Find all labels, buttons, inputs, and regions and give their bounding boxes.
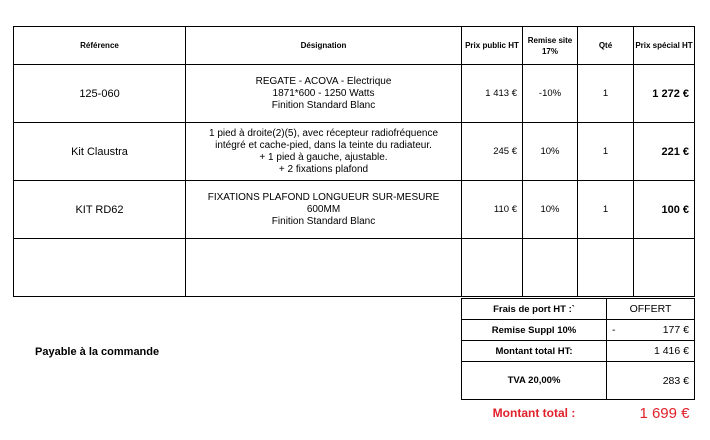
designation-line: + 2 fixations plafond <box>278 163 369 175</box>
cell-reference: KIT RD62 <box>14 181 186 239</box>
empty-cell <box>523 239 578 297</box>
header-remise-site: Remise site 17% <box>523 27 578 65</box>
designation-line: REGATE - ACOVA - Electrique <box>255 75 392 87</box>
discount-label: Remise Suppl 10% <box>462 320 607 341</box>
tva-label: TVA 20,00% <box>462 362 607 400</box>
designation-line: + 1 pied à gauche, ajustable. <box>259 151 388 163</box>
header-reference: Référence <box>14 27 186 65</box>
shipping-label: Frais de port HT :` <box>462 299 607 320</box>
quote-table <box>13 26 695 297</box>
cell-remise: 10% <box>523 181 578 239</box>
subtotal-label: Montant total HT: <box>462 341 607 362</box>
subtotal-value: 1 416 € <box>607 341 695 362</box>
tva-value: 283 € <box>607 362 695 400</box>
header-prix-special: Prix spécial HT <box>634 27 695 65</box>
table-row-empty <box>14 239 695 297</box>
empty-cell <box>578 239 634 297</box>
empty-cell <box>14 239 186 297</box>
cell-reference: Kit Claustra <box>14 123 186 181</box>
discount-sign: - <box>612 324 616 336</box>
totals-table <box>461 298 695 426</box>
table-row <box>14 65 695 123</box>
cell-qte: 1 <box>578 65 634 123</box>
header-designation: Désignation <box>186 27 462 65</box>
discount-row <box>462 320 695 341</box>
cell-qte: 1 <box>578 123 634 181</box>
shipping-value: OFFERT <box>607 299 695 320</box>
payment-note: Payable à la commande <box>35 346 160 358</box>
designation-line: 1 pied à droite(2)(5), avec récepteur radiofréquence <box>208 127 439 139</box>
grand-total-value: 1 699 € <box>639 404 690 422</box>
designation-line: Finition Standard Blanc <box>271 99 376 111</box>
header-qte: Qté <box>578 27 634 65</box>
empty-cell <box>634 239 695 297</box>
designation-line: intégré et cache-pied, dans la teinte du radiateur. <box>215 139 432 151</box>
tva-row <box>462 362 695 400</box>
designation-line: Finition Standard Blanc <box>271 215 376 227</box>
discount-value: 177 € <box>662 324 689 336</box>
cell-prix-public: 110 € <box>462 181 523 239</box>
designation-line: 1871*600 - 1250 Watts <box>272 87 375 99</box>
cell-designation <box>186 123 462 181</box>
shipping-row <box>462 299 695 320</box>
cell-designation <box>186 181 462 239</box>
header-prix-public: Prix public HT <box>462 27 523 65</box>
empty-cell <box>186 239 462 297</box>
designation-line: FIXATIONS PLAFOND LONGUEUR SUR-MESURE <box>207 191 440 203</box>
table-row <box>14 181 695 239</box>
discount-cell <box>607 320 695 341</box>
cell-prix-special: 221 € <box>634 123 695 181</box>
cell-remise: -10% <box>523 65 578 123</box>
grand-total-row <box>462 400 695 427</box>
cell-prix-special: 1 272 € <box>634 65 695 123</box>
empty-cell <box>462 239 523 297</box>
cell-reference: 125-060 <box>14 65 186 123</box>
cell-prix-public: 245 € <box>462 123 523 181</box>
cell-qte: 1 <box>578 181 634 239</box>
table-row <box>14 123 695 181</box>
cell-remise: 10% <box>523 123 578 181</box>
designation-line: 600MM <box>306 203 341 215</box>
cell-prix-special: 100 € <box>634 181 695 239</box>
subtotal-row <box>462 341 695 362</box>
cell-prix-public: 1 413 € <box>462 65 523 123</box>
cell-designation <box>186 65 462 123</box>
header-row <box>14 27 695 65</box>
grand-total-label: Montant total : <box>492 406 576 420</box>
